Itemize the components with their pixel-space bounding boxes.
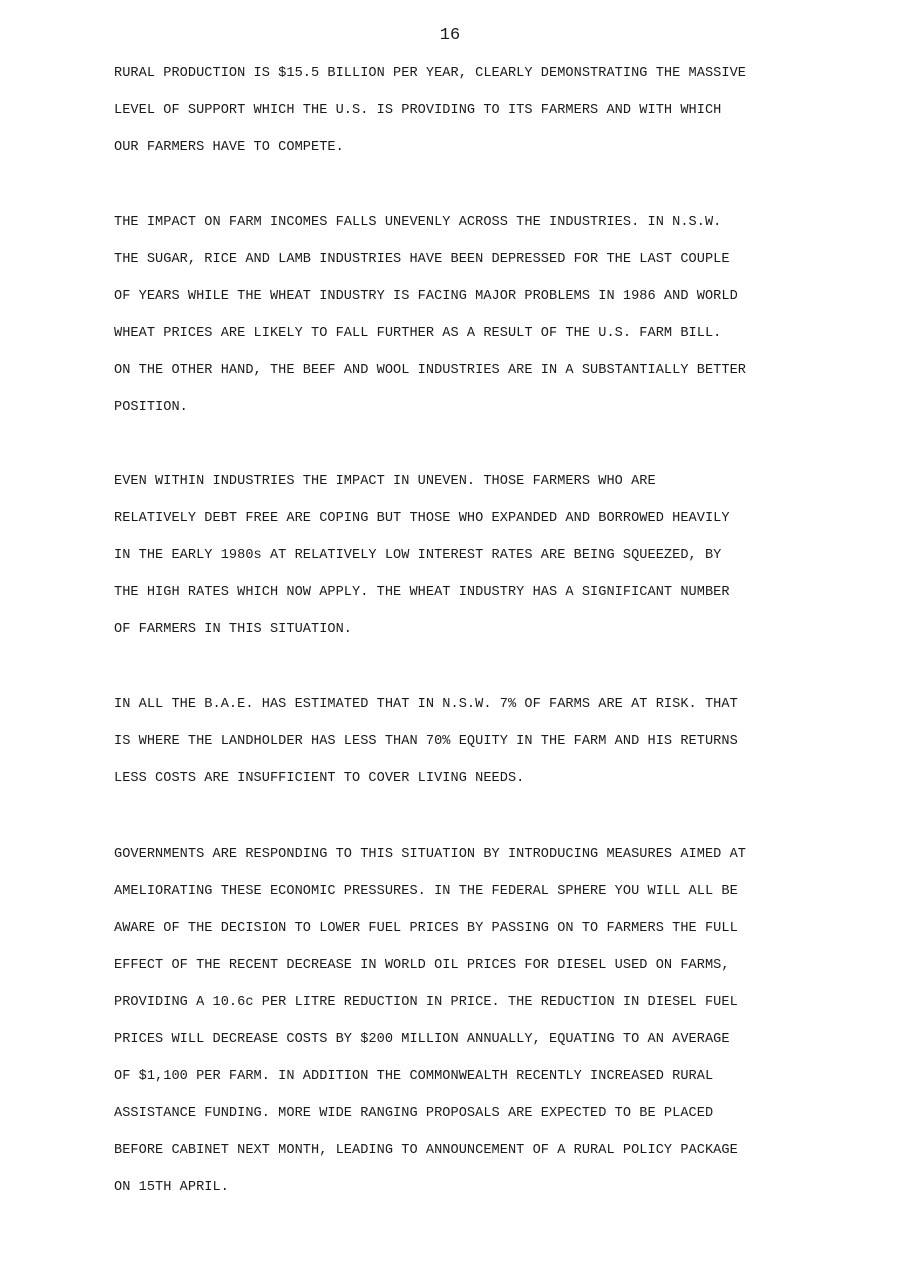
paragraph-within-industries <box>114 463 854 648</box>
text-line: AMELIORATING THESE ECONOMIC PRESSURES. IN THE FEDERAL SPHERE YOU WILL ALL BE <box>114 884 738 899</box>
text-line: LESS COSTS ARE INSUFFICIENT TO COVER LIVING NEEDS. <box>114 771 525 786</box>
paragraph-farms-at-risk <box>114 686 854 797</box>
text-line: RURAL PRODUCTION IS $15.5 BILLION PER YEAR, CLEARLY DEMONSTRATING THE MASSIVE <box>114 66 746 81</box>
text-line: THE SUGAR, RICE AND LAMB INDUSTRIES HAVE BEEN DEPRESSED FOR THE LAST COUPLE <box>114 252 730 267</box>
text-line: PRICES WILL DECREASE COSTS BY $200 MILLION ANNUALLY, EQUATING TO AN AVERAGE <box>114 1032 730 1047</box>
text-line: POSITION. <box>114 400 188 415</box>
text-line: BEFORE CABINET NEXT MONTH, LEADING TO ANNOUNCEMENT OF A RURAL POLICY PACKAGE <box>114 1143 738 1158</box>
paragraph-us-support <box>114 55 854 166</box>
text-line: THE HIGH RATES WHICH NOW APPLY. THE WHEAT INDUSTRY HAS A SIGNIFICANT NUMBER <box>114 585 730 600</box>
text-line: WHEAT PRICES ARE LIKELY TO FALL FURTHER AS A RESULT OF THE U.S. FARM BILL. <box>114 326 722 341</box>
text-line: ON 15TH APRIL. <box>114 1180 229 1195</box>
paragraph-government-response <box>114 836 854 1206</box>
text-line: IN THE EARLY 1980s AT RELATIVELY LOW INTEREST RATES ARE BEING SQUEEZED, BY <box>114 548 722 563</box>
text-line: GOVERNMENTS ARE RESPONDING TO THIS SITUATION BY INTRODUCING MEASURES AIMED AT <box>114 847 746 862</box>
text-line: OUR FARMERS HAVE TO COMPETE. <box>114 140 344 155</box>
text-line: IS WHERE THE LANDHOLDER HAS LESS THAN 70% EQUITY IN THE FARM AND HIS RETURNS <box>114 734 738 749</box>
page-number: 16 <box>439 26 461 45</box>
text-line: OF YEARS WHILE THE WHEAT INDUSTRY IS FACING MAJOR PROBLEMS IN 1986 AND WORLD <box>114 289 738 304</box>
text-line: ASSISTANCE FUNDING. MORE WIDE RANGING PROPOSALS ARE EXPECTED TO BE PLACED <box>114 1106 714 1121</box>
text-line: OF $1,100 PER FARM. IN ADDITION THE COMMONWEALTH RECENTLY INCREASED RURAL <box>114 1069 714 1084</box>
text-line: OF FARMERS IN THIS SITUATION. <box>114 622 353 637</box>
text-line: THE IMPACT ON FARM INCOMES FALLS UNEVENLY ACROSS THE INDUSTRIES. IN N.S.W. <box>114 215 722 230</box>
paragraph-farm-incomes <box>114 204 854 426</box>
text-line: PROVIDING A 10.6c PER LITRE REDUCTION IN PRICE. THE REDUCTION IN DIESEL FUEL <box>114 995 738 1010</box>
text-line: EFFECT OF THE RECENT DECREASE IN WORLD OIL PRICES FOR DIESEL USED ON FARMS, <box>114 958 730 973</box>
text-line: AWARE OF THE DECISION TO LOWER FUEL PRICES BY PASSING ON TO FARMERS THE FULL <box>114 921 738 936</box>
text-line: EVEN WITHIN INDUSTRIES THE IMPACT IN UNEVEN. THOSE FARMERS WHO ARE <box>114 474 656 489</box>
text-line: LEVEL OF SUPPORT WHICH THE U.S. IS PROVIDING TO ITS FARMERS AND WITH WHICH <box>114 103 722 118</box>
text-line: IN ALL THE B.A.E. HAS ESTIMATED THAT IN N.S.W. 7% OF FARMS ARE AT RISK. THAT <box>114 697 738 712</box>
text-line: RELATIVELY DEBT FREE ARE COPING BUT THOSE WHO EXPANDED AND BORROWED HEAVILY <box>114 511 730 526</box>
text-line: ON THE OTHER HAND, THE BEEF AND WOOL INDUSTRIES ARE IN A SUBSTANTIALLY BETTER <box>114 363 746 378</box>
